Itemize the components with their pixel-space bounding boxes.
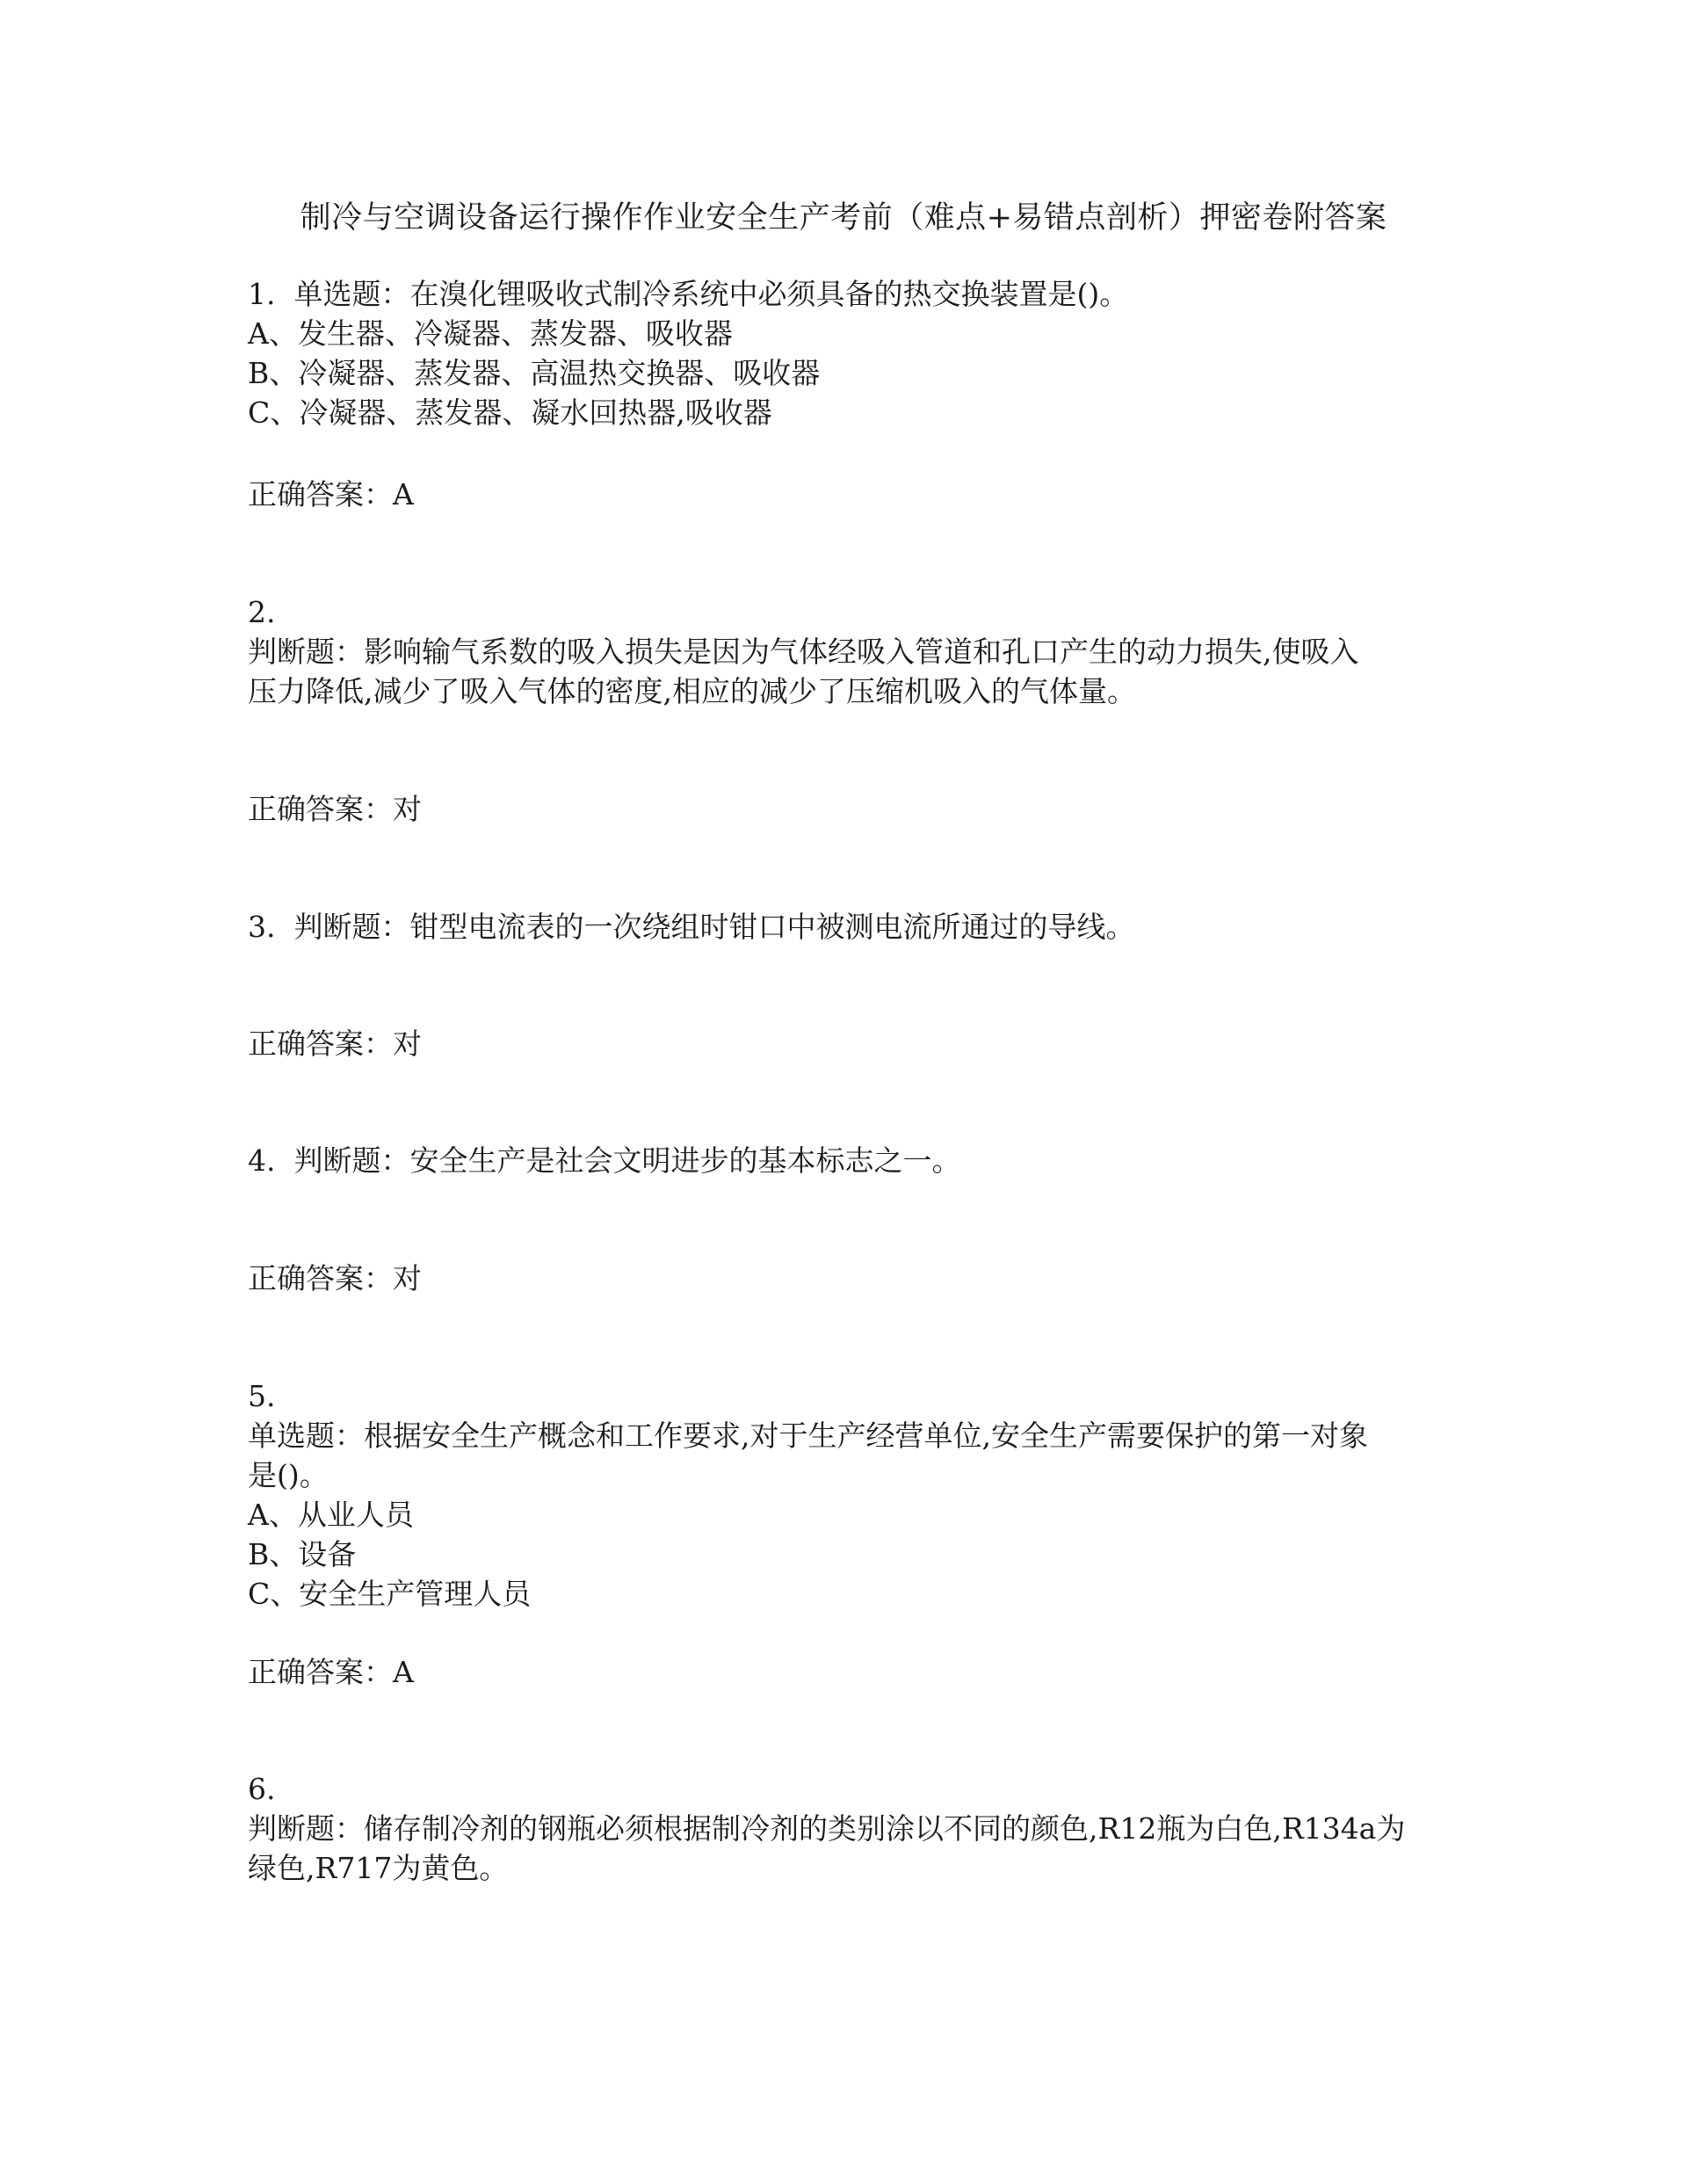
question-stem: 钳型电流表的一次绕组时钳口中被测电流所通过的导线。: [409, 910, 1135, 944]
question-6: [248, 1769, 1443, 1888]
question-number: 4.: [248, 1143, 276, 1178]
option-c: C、冷凝器、蒸发器、凝水回热器,吸收器: [248, 395, 772, 430]
option-b: B、设备: [248, 1537, 357, 1571]
answer-label: 正确答案：: [248, 1027, 393, 1061]
answer-label: 正确答案：: [248, 792, 393, 826]
question-4-header: [248, 1141, 1443, 1180]
question-stem: 在溴化锂吸收式制冷系统中必须具备的热交换装置是()。: [409, 277, 1129, 311]
option-a: A、发生器、冷凝器、蒸发器、吸收器: [248, 316, 733, 351]
option-c: C、安全生产管理人员: [248, 1577, 532, 1611]
question-2-stem-line-1: [248, 632, 1443, 671]
answer-value: 对: [393, 1027, 422, 1061]
answer-label: 正确答案：: [248, 1655, 393, 1689]
question-5: [248, 1376, 1443, 1614]
question-5-stem-line-2: 是()。: [248, 1458, 329, 1492]
question-1: [248, 274, 1443, 432]
question-number: 2.: [248, 595, 276, 629]
question-type: 判断题：: [293, 910, 410, 944]
question-number: 3.: [248, 910, 276, 944]
question-type: 单选题：: [293, 277, 410, 311]
answer-3: [248, 1024, 422, 1063]
question-6-stem-line-1: [248, 1809, 1443, 1848]
answer-4: [248, 1259, 422, 1298]
answer-value: A: [393, 477, 414, 512]
question-2: [248, 592, 1443, 711]
answer-5: [248, 1652, 414, 1692]
question-stem: 储存制冷剂的钢瓶必须根据制冷剂的类别涂以不同的颜色,R12瓶为白色,R134a为: [364, 1811, 1406, 1846]
document-title: 制冷与空调设备运行操作作业安全生产考前（难点+易错点剖析）押密卷附答案: [300, 200, 1387, 236]
question-5-stem-line-1: [248, 1416, 1443, 1455]
answer-2: [248, 789, 422, 829]
question-number: 1.: [248, 277, 276, 311]
question-type: 单选题：: [248, 1419, 364, 1453]
answer-value: 对: [393, 792, 422, 826]
question-1-header: [248, 274, 1443, 314]
question-number: 6.: [248, 1772, 276, 1806]
question-4: [248, 1141, 1443, 1180]
question-type: 判断题：: [248, 635, 364, 669]
question-type: 判断题：: [293, 1143, 410, 1178]
question-3: [248, 907, 1443, 947]
answer-1: [248, 475, 414, 514]
answer-label: 正确答案：: [248, 477, 393, 512]
question-3-header: [248, 907, 1443, 947]
question-stem: 安全生产是社会文明进步的基本标志之一。: [409, 1143, 961, 1178]
option-b: B、冷凝器、蒸发器、高温热交换器、吸收器: [248, 356, 821, 390]
option-a: A、从业人员: [248, 1498, 414, 1532]
question-type: 判断题：: [248, 1811, 364, 1846]
question-number: 5.: [248, 1379, 276, 1413]
answer-value: A: [393, 1655, 414, 1689]
answer-value: 对: [393, 1261, 422, 1295]
question-stem: 影响输气系数的吸入损失是因为气体经吸入管道和孔口产生的动力损失,使吸入: [364, 635, 1359, 669]
answer-label: 正确答案：: [248, 1261, 393, 1295]
question-stem: 根据安全生产概念和工作要求,对于生产经营单位,安全生产需要保护的第一对象: [364, 1419, 1368, 1453]
question-6-stem-line-2: 绿色,R717为黄色。: [248, 1851, 509, 1885]
question-2-stem-line-2: 压力降低,减少了吸入气体的密度,相应的减少了压缩机吸入的气体量。: [248, 674, 1136, 708]
